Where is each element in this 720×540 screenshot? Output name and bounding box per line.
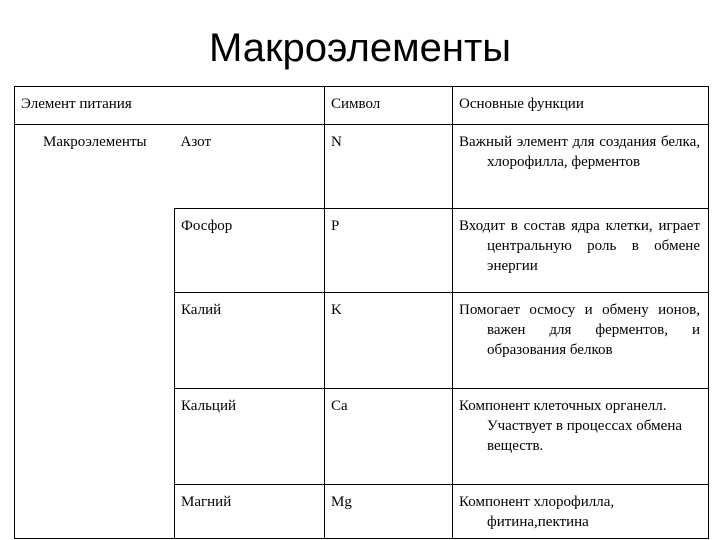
element-function: Компонент хлорофилла, фитина,пектина — [459, 494, 615, 530]
element-symbol: N — [325, 125, 453, 209]
header-element: Элемент питания — [15, 87, 325, 125]
element-name: Магний — [175, 485, 325, 539]
slide-title: Макроэлементы — [208, 26, 512, 70]
element-function: Входит в состав ядра клетки, играет центральную роль в обмене энергии — [459, 218, 700, 274]
element-name: Калий — [175, 293, 325, 389]
element-name: Фосфор — [175, 209, 325, 293]
table-row — [15, 209, 709, 293]
group-spacer — [15, 389, 175, 485]
group-spacer — [15, 209, 175, 293]
table-row — [15, 293, 709, 389]
group-spacer — [15, 293, 175, 389]
header-symbol: Символ — [325, 87, 453, 125]
table-row — [15, 485, 709, 539]
table-row — [15, 389, 709, 485]
element-symbol: P — [325, 209, 453, 293]
group-spacer — [15, 485, 175, 539]
element-name: Азот — [175, 125, 325, 209]
group-label-cell — [15, 125, 175, 209]
macroelements-table — [14, 86, 709, 539]
element-symbol: K — [325, 293, 453, 389]
element-function: Помогает осмосу и обмену ионов, важен для ферментов, и образования белков — [459, 302, 700, 358]
element-symbol: Mg — [325, 485, 453, 539]
element-function: Важный элемент для создания белка, хлорофилла, ферментов — [459, 134, 700, 170]
element-symbol: Ca — [325, 389, 453, 485]
element-name: Кальций — [175, 389, 325, 485]
table-header-row — [15, 87, 709, 125]
element-function: Компонент клеточных органелл. Участвует в процессах обмена веществ. — [459, 398, 683, 454]
group-label: Макроэлементы — [43, 134, 147, 150]
header-functions: Основные функции — [453, 87, 709, 125]
table-row — [15, 125, 709, 209]
